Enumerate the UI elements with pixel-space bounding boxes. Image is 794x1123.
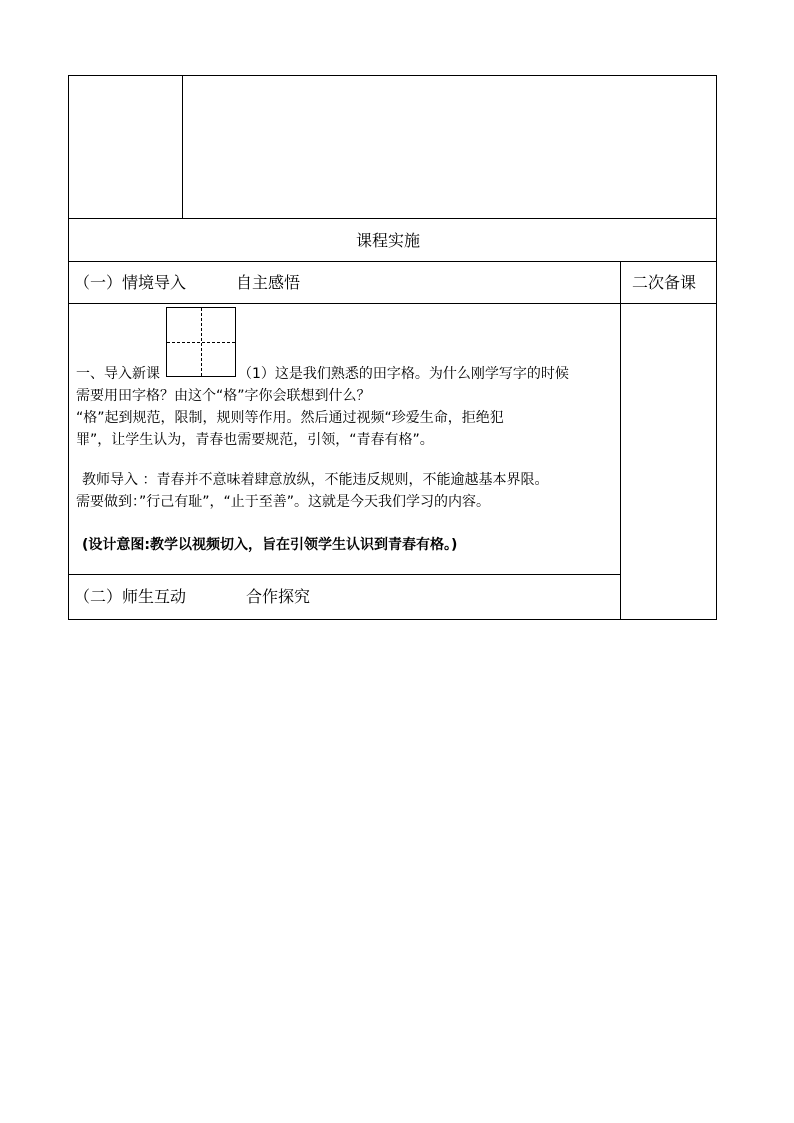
paragraph3-line-2: 需要做到：”行己有耻”，“止于至善”。这就是今天我们学习的内容。: [76, 494, 491, 510]
paragraph2-line-1: “格”起到规范，限制，规则等作用。然后通过视频“珍爱生命，拒绝犯: [76, 410, 504, 426]
side-column-divider: [620, 261, 621, 619]
section1-title: （一）情境导入: [74, 273, 187, 292]
rule-section1-header-bottom: [68, 303, 716, 304]
side-header: 二次备课: [632, 273, 697, 292]
implementation-header: 课程实施: [356, 231, 421, 250]
top-row-divider: [182, 75, 183, 218]
rule-header-bottom: [68, 261, 716, 262]
question-line-1: （1）这是我们熟悉的田字格。为什么刚学写字的时候: [238, 366, 569, 382]
question-line-2: 需要用田字格？由这个“格”字你会联想到什么？: [76, 388, 371, 404]
grid-vertical-dash: [201, 308, 202, 376]
design-intent: (设计意图:教学以视频切入，旨在引领学生认识到青春有格。): [82, 537, 458, 553]
paragraph3-line-1: 教师导入 ：青春并不意味着肆意放纵，不能违反规则，不能逾越基本界限。: [82, 472, 549, 488]
paragraph2-line-2: 罪”，让学生认为，青春也需要规范，引领，“青春有格”。: [76, 432, 434, 448]
rule-top-row-bottom: [68, 218, 716, 219]
section1-subtitle: 自主感悟: [236, 273, 301, 292]
tian-zi-ge-grid-icon: [166, 307, 236, 377]
rule-section2-top: [68, 574, 620, 575]
lead-in-label: 一、导入新课: [76, 366, 160, 382]
section2-subtitle: 合作探究: [246, 587, 311, 606]
section2-title: （二）师生互动: [74, 587, 187, 606]
